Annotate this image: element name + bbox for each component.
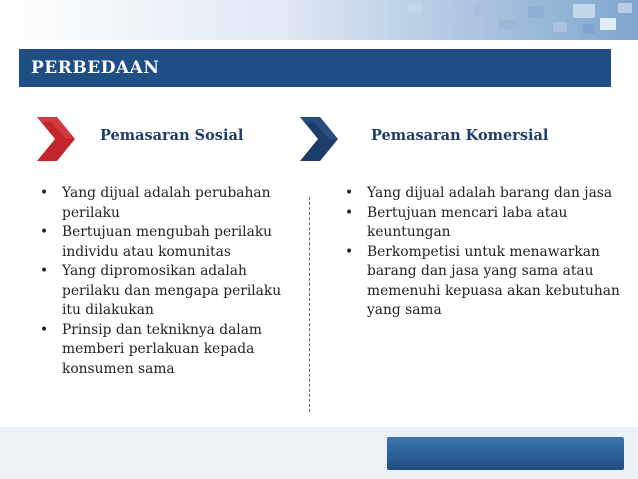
- footer-box: [387, 437, 624, 470]
- chevron-right-icon: [35, 115, 77, 163]
- list-item: • Berkompetisi untuk menawarkan barang dan jasa yang sama atau memenuhi kepuasa akan kebutuhan yang sama: [345, 243, 620, 321]
- column-heading-komersial: Pemasaran Komersial: [371, 127, 549, 144]
- list-item: • Yang dijual adalah barang dan jasa: [345, 184, 620, 204]
- list-item: • Prinsip dan tekniknya dalam memberi perlakuan kepada konsumen sama: [40, 321, 295, 380]
- slide-title: PERBEDAAN: [31, 58, 160, 78]
- list-item: • Bertujuan mengubah perilaku individu atau komunitas: [40, 223, 295, 262]
- chevron-right-icon: [298, 115, 340, 163]
- list-item: • Bertujuan mencari laba atau keuntungan: [345, 204, 620, 243]
- column-divider: [309, 197, 310, 412]
- column-heading-sosial: Pemasaran Sosial: [100, 127, 244, 144]
- bullet-list-komersial: [345, 184, 620, 321]
- list-item: • Yang dijual adalah perubahan perilaku: [40, 184, 295, 223]
- header-band: [0, 0, 638, 40]
- bullet-list-sosial: [40, 184, 295, 379]
- title-bar: [19, 49, 611, 87]
- list-item: • Yang dipromosikan adalah perilaku dan mengapa perilaku itu dilakukan: [40, 262, 295, 321]
- decorative-mosaic: [378, 0, 638, 40]
